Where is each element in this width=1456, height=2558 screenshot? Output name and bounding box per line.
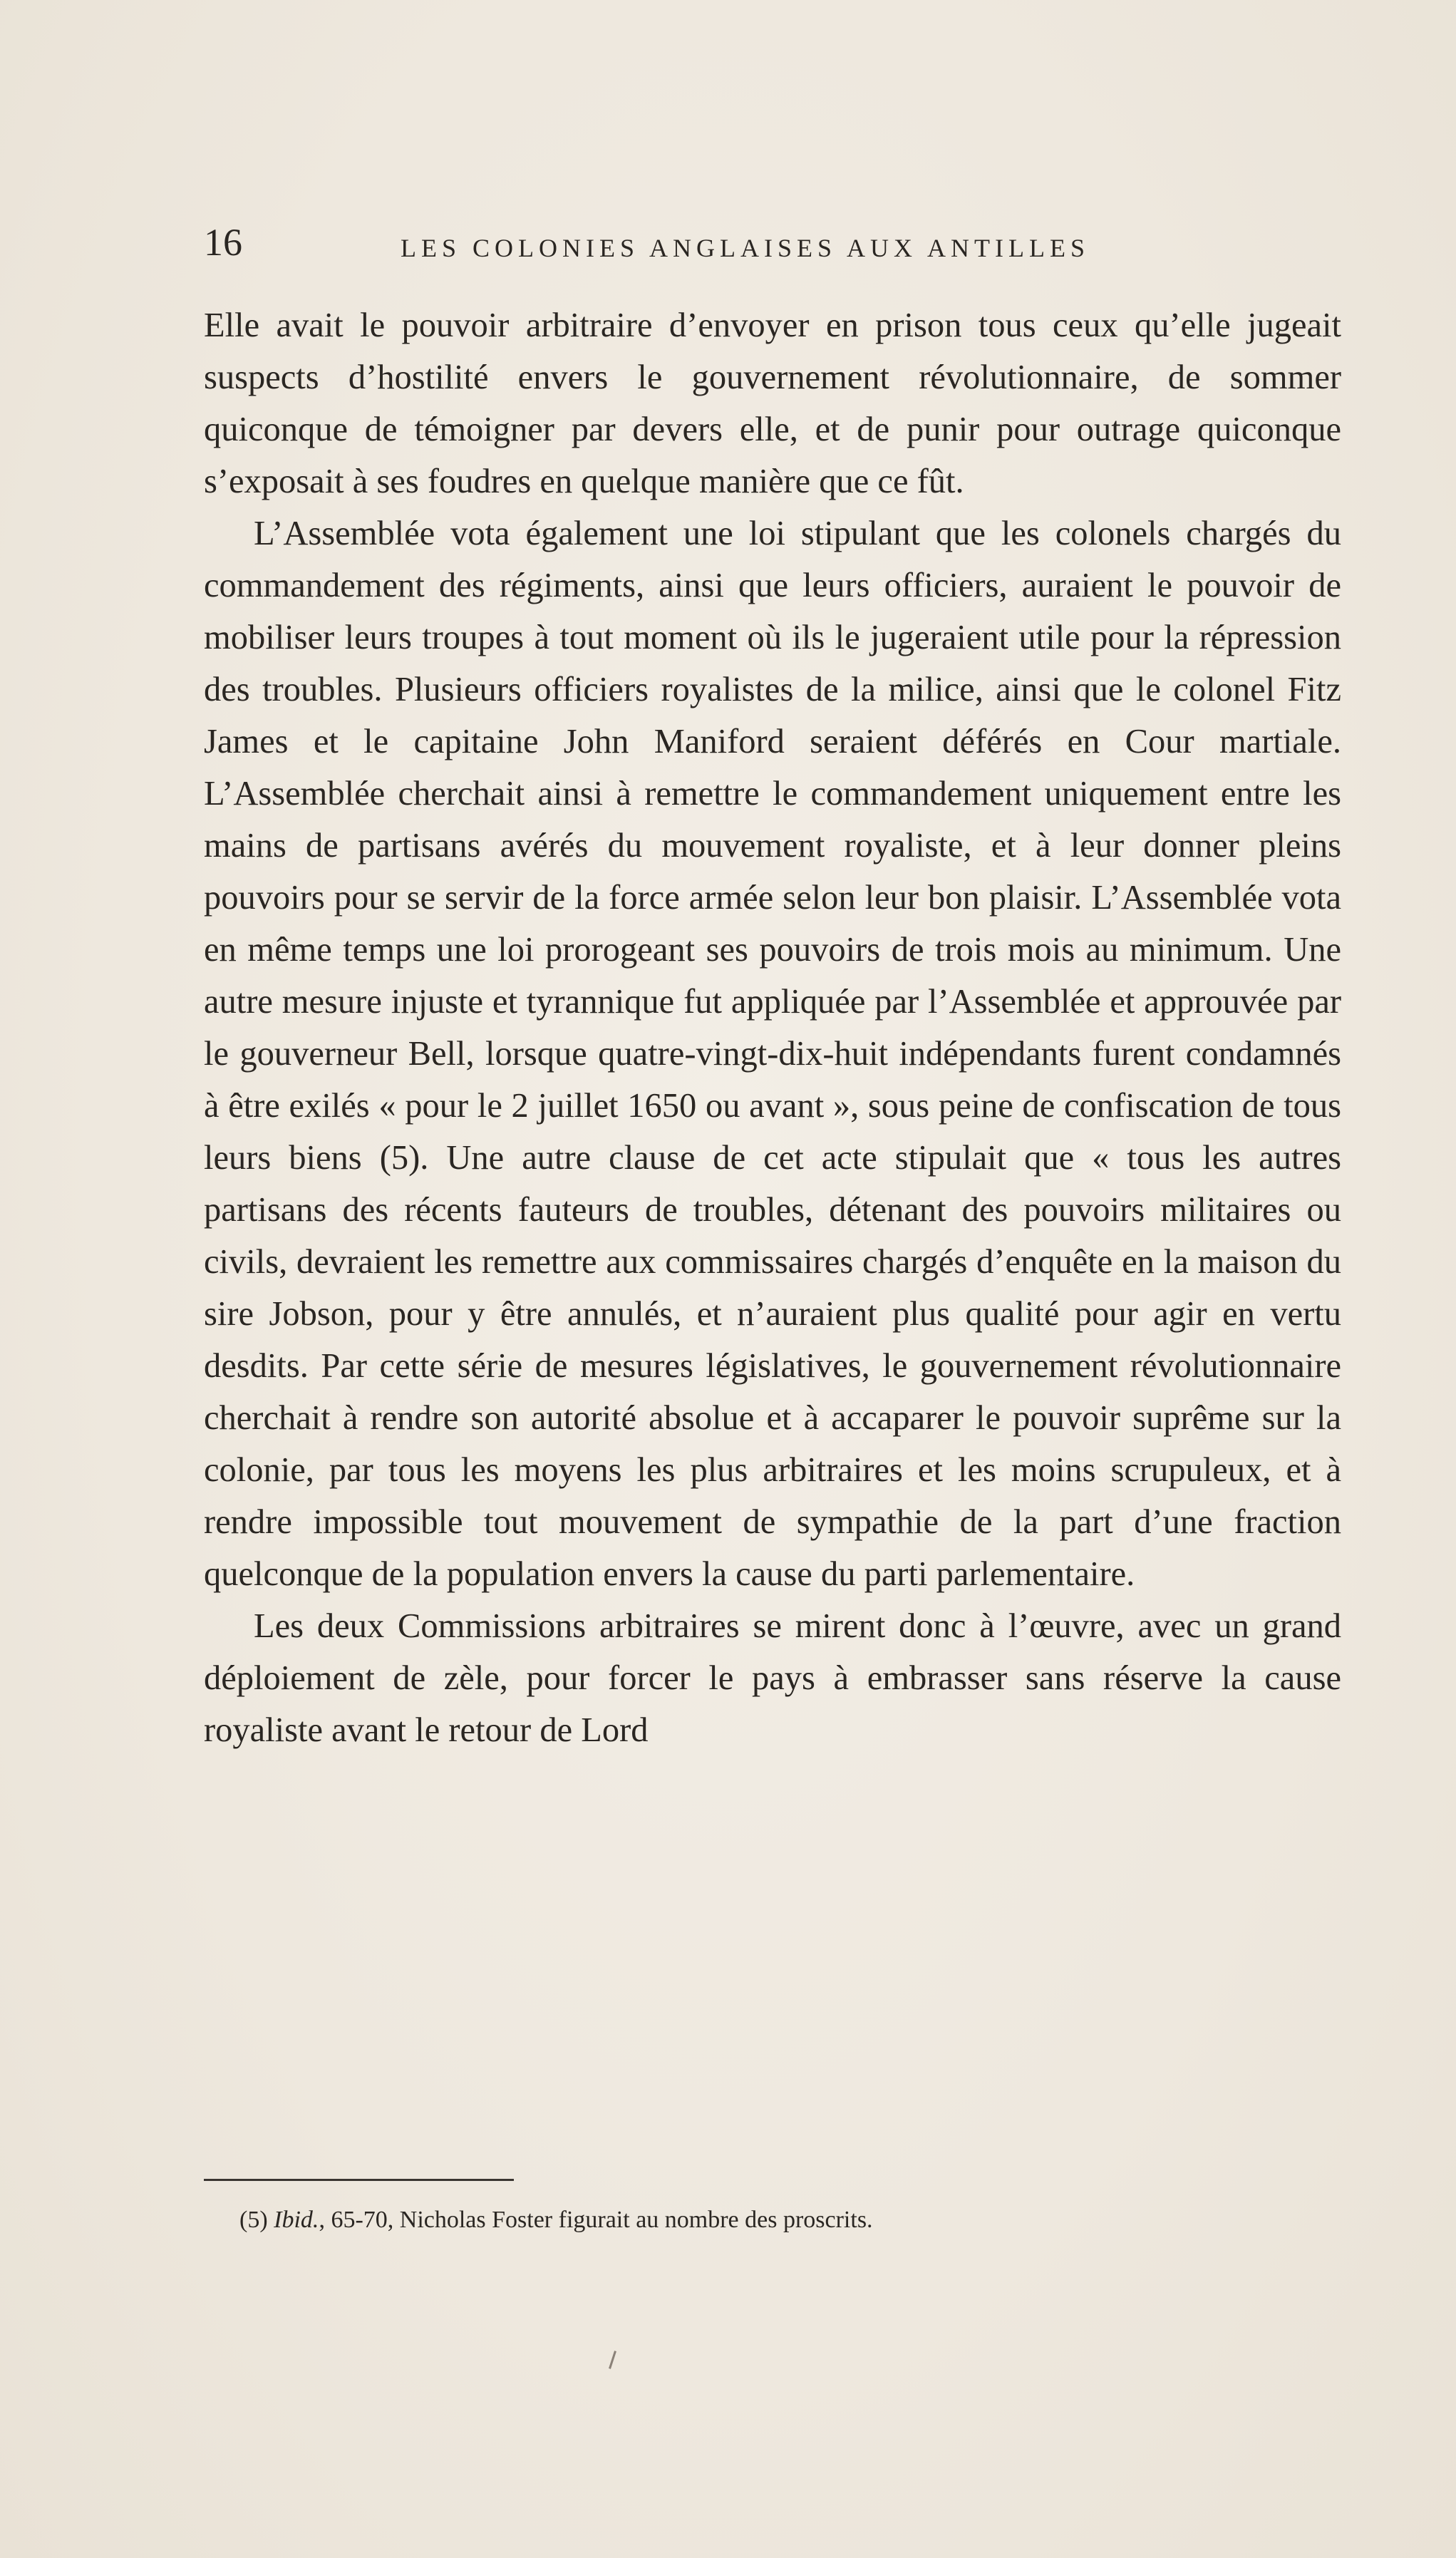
running-head bbox=[204, 214, 1344, 271]
stray-pen-mark bbox=[609, 2351, 616, 2369]
footnote-text: , 65-70, Nicholas Foster figurait au nombre des proscrits. bbox=[319, 2207, 873, 2233]
paragraph-2: L’Assemblée vota également une loi stipulant que les colonels chargés du commandement des régiments, ainsi que leurs officiers, auraient le pouvoir de mobiliser leurs troupes à tout moment où ils le jugeraient utile pour la répression des troubles. Plusieurs officiers royalistes de la milice, ainsi que le colonel Fitz James et le capitaine John Maniford seraient déférés en Cour martiale. L’Assemblée cherchait ainsi à remettre le commandement uniquement entre les mains de partisans avérés du mouvement royaliste, et à leur donner pleins pouvoirs pour se servir de la force armée selon leur bon plaisir. L’Assemblée vota en même temps une loi prorogeant ses pouvoirs de trois mois au minimum. Une autre mesure injuste et tyrannique fut appliquée par l’Assemblée et approuvée par le gouverneur Bell, lorsque quatre-vingt-dix-huit indépendants furent condamnés à être exilés « pour le 2 juillet 1650 ou avant », sous peine de confiscation de tous leurs biens (5). Une autre clause de cet acte stipulait que « tous les autres partisans des récents fauteurs de troubles, détenant des pouvoirs militaires ou civils, devraient les remettre aux commissaires chargés d’enquête en la maison du sire Jobson, pour y être annulés, et n’auraient plus qualité pour agir en vertu desdits. Par cette série de mesures législatives, le gouvernement révolutionnaire cherchait à rendre son autorité absolue et à accaparer le pouvoir suprême sur la colonie, par tous les moyens les plus arbitraires et les moins scrupuleux, et à rendre impossible tout mouvement de sympathie de la part d’une fraction quelconque de la population envers la cause du parti parlementaire. bbox=[204, 515, 1341, 1593]
footnote-ibid: Ibid. bbox=[274, 2207, 319, 2233]
footnote-marker: (5) bbox=[239, 2207, 268, 2233]
page-number: 16 bbox=[204, 221, 242, 264]
paragraph-1: Elle avait le pouvoir arbitraire d’envoyer en prison tous ceux qu’elle jugeait suspects d’hostilité envers le gouvernement révolutionnaire, de sommer quiconque de témoigner par devers elle, et de punir pour outrage quiconque s’exposait à ses foudres en quelque manière que ce fût. bbox=[204, 306, 1341, 500]
paragraph-3: Les deux Commissions arbitraires se mirent donc à l’œuvre, avec un grand déploiement de zèle, pour forcer le pays à embrasser sans réserve la cause royaliste avant le retour de Lord bbox=[204, 1607, 1341, 1749]
body-text bbox=[204, 299, 1341, 1756]
footnote-divider bbox=[204, 2179, 514, 2181]
footnote bbox=[239, 2199, 1273, 2242]
running-title: LES COLONIES ANGLAISES AUX ANTILLES bbox=[401, 234, 1090, 262]
